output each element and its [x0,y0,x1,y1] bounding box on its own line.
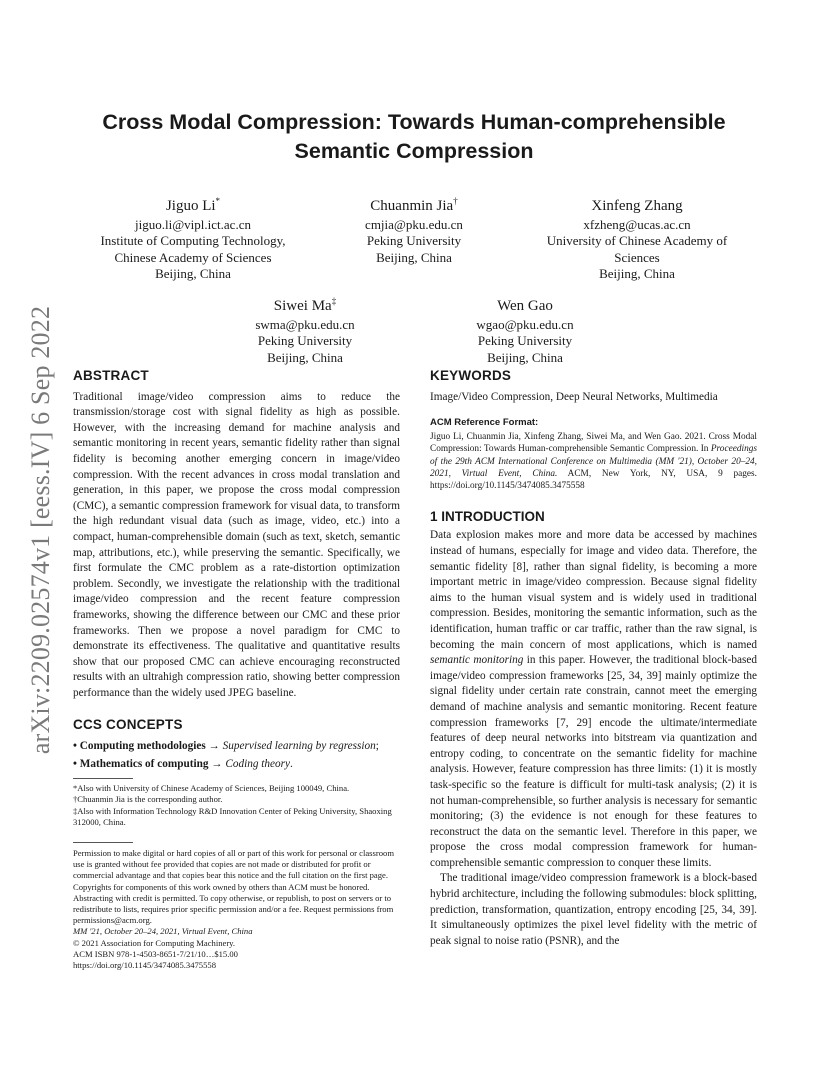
author-name: Siwei Ma [273,298,332,314]
ccs-arrow: → [205,740,223,753]
author-name: Jiguo Li [165,198,216,214]
acm-ref-text [430,431,757,493]
title-line-2: Semantic Compression [294,139,534,163]
acm-ref-part: Jiguo Li, Chuanmin Jia, Xinfeng Zhang, Siwei Ma, and Wen Gao. 2021. Cross Modal Compression: Towards Human-comprehensible Semantic Compression. In [430,431,757,455]
title-line-1: Cross Modal Compression: Towards Human-comprehensible [102,110,726,134]
author-block-5 [445,292,605,366]
author-mark: * [215,196,221,206]
ccs-item [73,757,400,773]
author-mark: ‡ [331,296,337,306]
author-affil: Institute of Computing Technology, [100,233,286,249]
acm-ref-venue: Proceedings of the 29th ACM International Conference on Multimedia (MM '21), October 20–24, 2021, Virtual Event, China. [430,444,757,479]
author-affil: Beijing, China [267,349,343,365]
author-block-4 [225,292,385,366]
ccs-concept: Coding theory [225,757,291,770]
author-affil: Beijing, China [155,266,231,282]
author-affil: Beijing, China [599,266,675,282]
ccs-item [73,739,400,755]
ccs-punct: . [290,757,293,770]
conference-line: MM '21, October 20–24, 2021, Virtual Event, China [73,926,253,937]
author-email: swma@pku.edu.cn [255,317,355,332]
author-email: cmjia@pku.edu.cn [365,217,463,232]
intro-text: Data explosion makes more and more data be accessed by machines instead of humans, especially for image and video data. Therefore, the semantic fidelity [8], rather than signal fidelity, is becoming a more important metric in image/video compression. Because signal fidelity aims to the human visual system and is widely used in traditional compression. Besides, monitoring the semantic information, such as the identification, human traffic or car traffic, rather than the raw signal, is becoming the main concern of most applications, which is named [430,529,757,651]
paper-title [80,108,748,166]
author-affil: Beijing, China [376,249,452,265]
right-column [430,368,757,949]
ccs-category: • Computing methodologies [73,740,206,753]
arxiv-stamp [20,290,62,770]
author-email: jiguo.li@vipl.ict.ac.cn [135,217,251,232]
acm-ref-part: ACM, New York, NY, USA, 9 pages. https://doi.org/10.1145/3474085.3475558 [430,469,757,492]
author-affil: University of Chinese Academy of [546,233,728,249]
isbn-line: ACM ISBN 978-1-4503-8651-7/21/10…$15.00 [73,948,238,959]
author-affil: Peking University [257,333,353,349]
author-block-3 [532,192,742,283]
ccs-arrow: → [208,757,226,770]
left-column [73,368,400,971]
intro-paragraph-2: The traditional image/video compression framework is a block-based hybrid architecture, including the following submodules: block splitting, prediction, transformation, quantization, entropy encoding [25, 34, 39]. It simultaneously optimizes the pixel level fidelity with the metric of peak signal to noise ratio (PSNR), and the [430,872,757,947]
abstract-text: Traditional image/video compression aims to reduce the transmission/storage cost with signal fidelity as high as possible. However, with the increasing demand for machine analysis and semantic monitoring in recent years, semantic fidelity rather than signal fidelity is becoming another emerging concern in image/video compression. With the recent advances in cross modal translation and generation, in this paper, we propose the cross modal compression (CMC), a semantic compression framework for visual data, to transform the high redundant visual data (such as image, video, etc.) into a compact, human-comprehensible domain (such as text, sketch, semantic map, attributions, etc.), while preserving the semantic. Specifically, we first formulate the CMC problem as a rate-distortion optimization problem. Secondly, we investigate the relationship with the traditional image/video compression and the recent feature compression frameworks, showing the difference between our CMC and these prior frameworks. Then we propose a novel paradigm for CMC to demonstrate its effectiveness. The qualitative and quantitative results show that our proposed CMC can achieve encouraging reconstructed results with an ultrahigh compression ratio, showing better compression performance than the widely used JPEG baseline. [73,390,400,699]
author-affil: Peking University [477,333,573,349]
author-block-1 [88,192,298,283]
author-affil: Sciences [614,249,660,265]
footnote-rule [73,778,133,779]
footnote: *Also with University of Chinese Academy of Sciences, Beijing 100049, China. [73,783,350,794]
copyright-line: © 2021 Association for Computing Machinery. [73,937,236,948]
intro-term: semantic monitoring [430,654,524,667]
intro-paragraph-1 [430,528,757,871]
intro-heading: 1 INTRODUCTION [430,508,545,524]
author-name: Chuanmin Jia [370,198,454,214]
keywords-text: Image/Video Compression, Deep Neural Networks, Multimedia [430,390,718,403]
ccs-concept: Supervised learning by regression [222,740,376,753]
author-mark: † [453,196,458,206]
permission-text: Permission to make digital or hard copies of all or part of this work for personal or classroom use is granted without fee provided that copies are not made or distributed for profit or commercial advantage and that copies bear this notice and the full citation on the first page. Copyrights for components of this work owned by others than ACM must be honored. Abstracting with credit is permitted. To copy otherwise, or republish, to post on servers or to redistribute to lists, requires prior specific permission and/or a fee. Request permissions from permissions@acm.org. [73,848,394,926]
author-email: xfzheng@ucas.ac.cn [583,217,691,232]
acm-ref-heading: ACM Reference Format: [430,417,539,429]
ccs-category: • Mathematics of computing [73,757,209,770]
arxiv-stamp-text: arXiv:2209.02574v1 [eess.IV] 6 Sep 2022 [26,305,55,755]
author-name: Wen Gao [497,298,553,314]
doi-link[interactable]: https://doi.org/10.1145/3474085.3475558 [73,960,216,971]
intro-text: in this paper. However, the traditional block-based image/video compression frameworks [25, 34, 39] mainly optimize the signal fidelity under certain rate constrain, cannot meet the emerging demand of machine analysis and semantic monitoring. Recent feature compression frameworks [7, 29] encode the ultimate/intermediate features of deep neural networks into bitstream via quantization and entropy coding, to concentrate on the semantic fidelity for machine analysis. However, feature compression has three limits: (1) it is mostly task-specific so the feature is difficult for multi-task analysis; (2) it is not human-comprehensible, so further analysis is necessary for semantic monitoring; (3) the evidence is not enough for these features to reconstruct the data on the semantic level. Therefore in this paper, we propose the cross modal compression framework for human-comprehensible semantic compression to conquer these limits. [430,654,757,869]
abstract-heading: ABSTRACT [73,368,149,383]
author-email: wgao@pku.edu.cn [476,317,574,332]
keywords-heading: KEYWORDS [430,368,512,383]
author-affil: Peking University [366,233,462,249]
permission-rule [73,842,133,843]
author-name: Xinfeng Zhang [591,198,683,214]
ccs-heading: CCS CONCEPTS [73,717,183,733]
author-affil: Chinese Academy of Sciences [114,249,272,265]
author-block-2 [330,192,498,266]
author-affil: Beijing, China [487,349,563,365]
footnote: †Chuanmin Jia is the corresponding author. [73,794,223,805]
footnote: ‡Also with Information Technology R&D Innovation Center of Peking University, Shaoxing 312000, China. [73,805,392,827]
ccs-punct: ; [375,740,379,753]
